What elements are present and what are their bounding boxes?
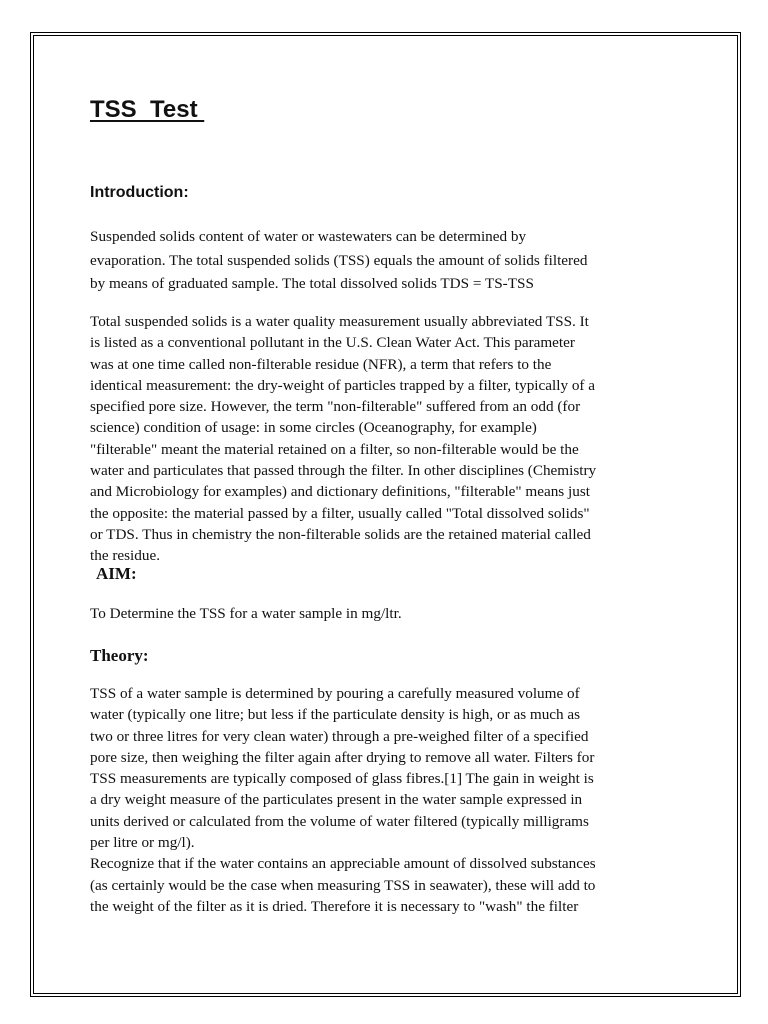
text-line: water (typically one litre; but less if the particulate density is high, or as much as — [90, 706, 581, 724]
introduction-heading: Introduction: — [90, 184, 189, 201]
text-line: a dry weight measure of the particulates present in the water sample expressed in — [90, 791, 583, 809]
text-line: Total suspended solids is a water quality measurement usually abbreviated TSS. It — [90, 313, 589, 330]
text-line: (as certainly would be the case when measuring TSS in seawater), these will add to — [90, 876, 596, 894]
text-line: TSS of a water sample is determined by pouring a carefully measured volume of — [90, 685, 580, 702]
introduction-paragraph-1 — [90, 225, 587, 296]
theory-paragraph — [90, 683, 596, 917]
text-line: pore size, then weighing the filter again after drying to remove all water. Filters for — [90, 748, 595, 766]
text-line: Recognize that if the water contains an appreciable amount of dissolved substances — [90, 855, 596, 873]
text-line: is listed as a conventional pollutant in the U.S. Clean Water Act. This parameter — [90, 334, 575, 352]
text-line: or TDS. Thus in chemistry the non-filterable solids are the retained material called — [90, 525, 591, 543]
text-line: "filterable" meant the material retained on a filter, so non-filterable would be the — [90, 440, 579, 458]
theory-heading: Theory: — [90, 646, 149, 665]
text-line: identical measurement: the dry-weight of particles trapped by a filter, typically of a — [90, 376, 596, 394]
text-line: two or three litres for very clean water) through a pre-weighed filter of a specified — [90, 727, 589, 745]
text-line: and Microbiology for examples) and dictionary definitions, "filterable" means just — [90, 483, 590, 501]
document-title: TSS Test — [90, 96, 205, 123]
text-line: was at one time called non-filterable residue (NFR), a term that refers to the — [90, 355, 552, 373]
text-line: the residue. — [90, 547, 161, 565]
text-line: science) condition of usage: in some circles (Oceanography, for example) — [90, 419, 537, 437]
introduction-paragraph-2 — [90, 311, 596, 567]
text-line: specified pore size. However, the term "non-filterable" suffered from an odd (for — [90, 398, 581, 416]
text-line: the weight of the filter as it is dried. Therefore it is necessary to "wash" the filter — [90, 897, 579, 915]
text-line: by means of graduated sample. The total dissolved solids TDS = TS-TSS — [90, 275, 534, 293]
text-line: Suspended solids content of water or wastewaters can be determined by — [90, 228, 527, 245]
aim-heading: AIM: — [96, 564, 137, 583]
text-line: units derived or calculated from the volume of water filtered (typically milligrams — [90, 812, 589, 830]
text-line: TSS measurements are typically composed of glass fibres.[1] The gain in weight is — [90, 770, 594, 788]
text-line: the opposite: the material passed by a filter, usually called "Total dissolved solids" — [90, 504, 590, 522]
aim-text: To Determine the TSS for a water sample in mg/ltr. — [90, 605, 402, 622]
text-line: water and particulates that passed through the filter. In other disciplines (Chemistry — [90, 462, 597, 480]
text-line: per litre or mg/l). — [90, 834, 195, 852]
text-line: evaporation. The total suspended solids (TSS) equals the amount of solids filtered — [90, 251, 588, 269]
